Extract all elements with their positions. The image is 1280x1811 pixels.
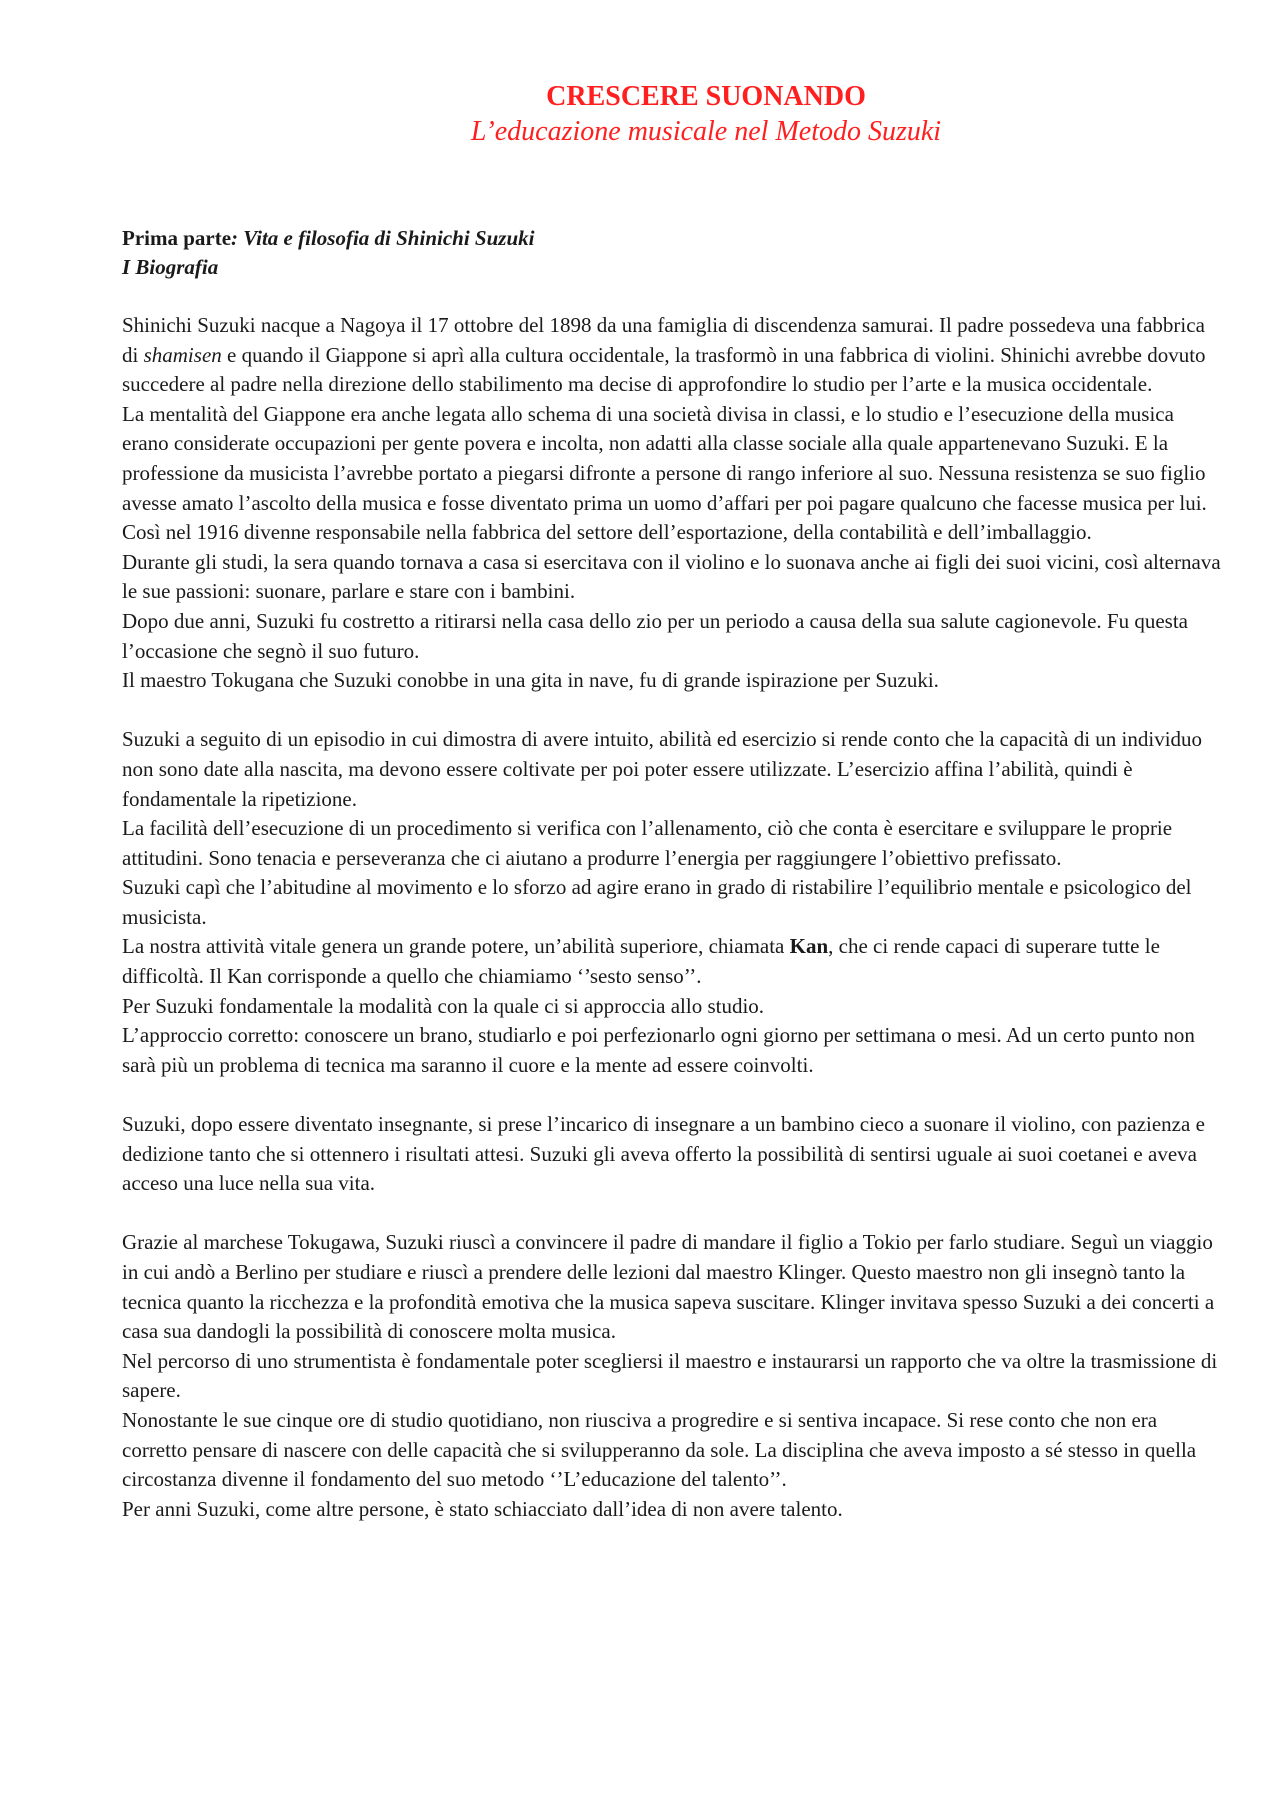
emphasis-shamisen: shamisen [143,342,222,367]
paragraph: Grazie al marchese Tokugawa, Suzuki riuscì a convincere il padre di mandare il figlio a Tokio per farlo studiare. Seguì un viaggio in cui andò a Berlino per studiare e riuscì a prendere delle lezioni dal maestro Klinger. Questo maestro non gli insegnò tanto la tecnica quanto la ricchezza e la profondità emotiva che la musica sapeva suscitare. Klinger invitava spesso Suzuki a dei concerti a casa sua dandogli la possibilità di conoscere molta musica. [122,1230,1215,1344]
paragraph: La facilità dell’esecuzione di un procedimento si verifica con l’allenamento, ciò che conta è esercitare e sviluppare le proprie attitudini. Sono tenacia e perseveranza che ci aiutano a produrre l’energia per raggiungere l’obiettivo prefissato. [122,816,1173,870]
paragraph: Nel percorso di uno strumentista è fondamentale poter scegliersi il maestro e instaurarsi un rapporto che va oltre la trasmissione di sapere. [122,1348,1218,1403]
part-heading [122,224,1222,253]
paragraph: Il maestro Tokugana che Suzuki conobbe in una gita in nave, fu di grande ispirazione per Suzuki. [122,668,939,693]
part-title: : Vita e filosofia di Shinichi Suzuki [231,226,535,250]
paragraph-gap [122,1199,1222,1229]
paragraph: Suzuki capì che l’abitudine al movimento e lo sforzo ad agire erano in grado di ristabilire l’equilibrio mentale e psicologico del musicista. [122,875,1192,929]
paragraph: Per anni Suzuki, come altre persone, è stato schiacciato dall’idea di non avere talento. [122,1496,843,1521]
body-text [122,311,1222,1524]
paragraph: Durante gli studi, la sera quando tornava a casa si esercitava con il violino e lo suonava anche ai figli dei suoi vicini, così alternava le sue passioni: suonare, parlare e stare con i bambini. [122,549,1221,604]
paragraph-text: e quando il Giappone si aprì alla cultura occidentale, la trasformò in una fabbrica di violini. Shinichi avrebbe dovuto succedere al padre nella direzione dello stabilimento ma decise di approfondire lo studio per l’arte e la musica occidentale. [122,342,1206,397]
document-title: CRESCERE SUONANDO [546,81,866,112]
paragraph-text: La nostra attività vitale genera un grande potere, un’abilità superiore, chiamata [122,934,790,959]
paragraph-text: , che ci rende capaci di superare tutte le difficoltà. Il Kan corrisponde a quello che chiamiamo ‘’sesto senso’’. [122,934,1160,989]
paragraph [122,932,1222,991]
title-block [122,80,1222,150]
paragraph: Suzuki a seguito di un episodio in cui dimostra di avere intuito, abilità ed esercizio si rende conto che la capacità di un individuo non sono date alla nascita, ma devono essere coltivate per poi poter essere utilizzate. L’esercizio affina l’abilità, quindi è fondamentale la ripetizione. [122,727,1203,811]
emphasis-kan: Kan [789,934,829,959]
paragraph: Nonostante le sue cinque ore di studio quotidiano, non riusciva a progredire e si sentiva incapace. Si rese conto che non era corretto pensare di nascere con delle capacità che si svilupperanno da sole. La disciplina che aveva imposto a sé stesso in quella circostanza divenne il fondamento del suo metodo ‘’L’educazione del talento’’. [122,1407,1197,1492]
section-heading [122,224,1222,282]
paragraph-gap [122,696,1222,726]
paragraph: Per Suzuki fondamentale la modalità con la quale ci si approccia allo studio. [122,993,765,1018]
paragraph: Così nel 1916 divenne responsabile nella fabbrica del settore dell’esportazione, della contabilità e dell’imballaggio. [122,520,1092,545]
paragraph: La mentalità del Giappone era anche legata allo schema di una società divisa in classi, e lo studio e l’esecuzione della musica erano considerate occupazioni per gente povera e incolta, non adatti alla classe sociale alla quale appartenevano Suzuki. E la professione da musicista l’avrebbe portato a piegarsi difronte a persone di rango inferiore al suo. Nessuna resistenza se suo figlio avesse amato l’ascolto della musica e fosse diventato prima un uomo d’affari per poi pagare qualcuno che facesse musica per lui. [122,401,1207,515]
paragraph [122,311,1222,400]
chapter-heading: I Biografia [122,255,219,279]
document-page [122,80,1222,1524]
paragraph: Suzuki, dopo essere diventato insegnante, si prese l’incarico di insegnare a un bambino cieco a suonare il violino, con pazienza e dedizione tanto che si ottennero i risultati attesi. Suzuki gli aveva offerto la possibilità di sentirsi uguale ai suoi coetanei e aveva acceso una luce nella sua vita. [122,1112,1205,1196]
paragraph: L’approccio corretto: conoscere un brano, studiarlo e poi perfezionarlo ogni giorno per settimana o mesi. Ad un certo punto non sarà più un problema di tecnica ma saranno il cuore e la mente ad essere coinvolti. [122,1023,1195,1077]
paragraph: Dopo due anni, Suzuki fu costretto a ritirarsi nella casa dello zio per un periodo a causa della sua salute cagionevole. Fu questa l’occasione che segnò il suo futuro. [122,608,1188,663]
part-label: Prima parte [122,226,232,250]
paragraph-gap [122,1080,1222,1110]
document-subtitle: L’educazione musicale nel Metodo Suzuki [470,116,942,147]
paragraph-text: Shinichi Suzuki nacque a Nagoya il 17 ottobre del 1898 da una famiglia di discendenza samurai. Il padre possedeva una fabbrica di [122,313,1205,367]
